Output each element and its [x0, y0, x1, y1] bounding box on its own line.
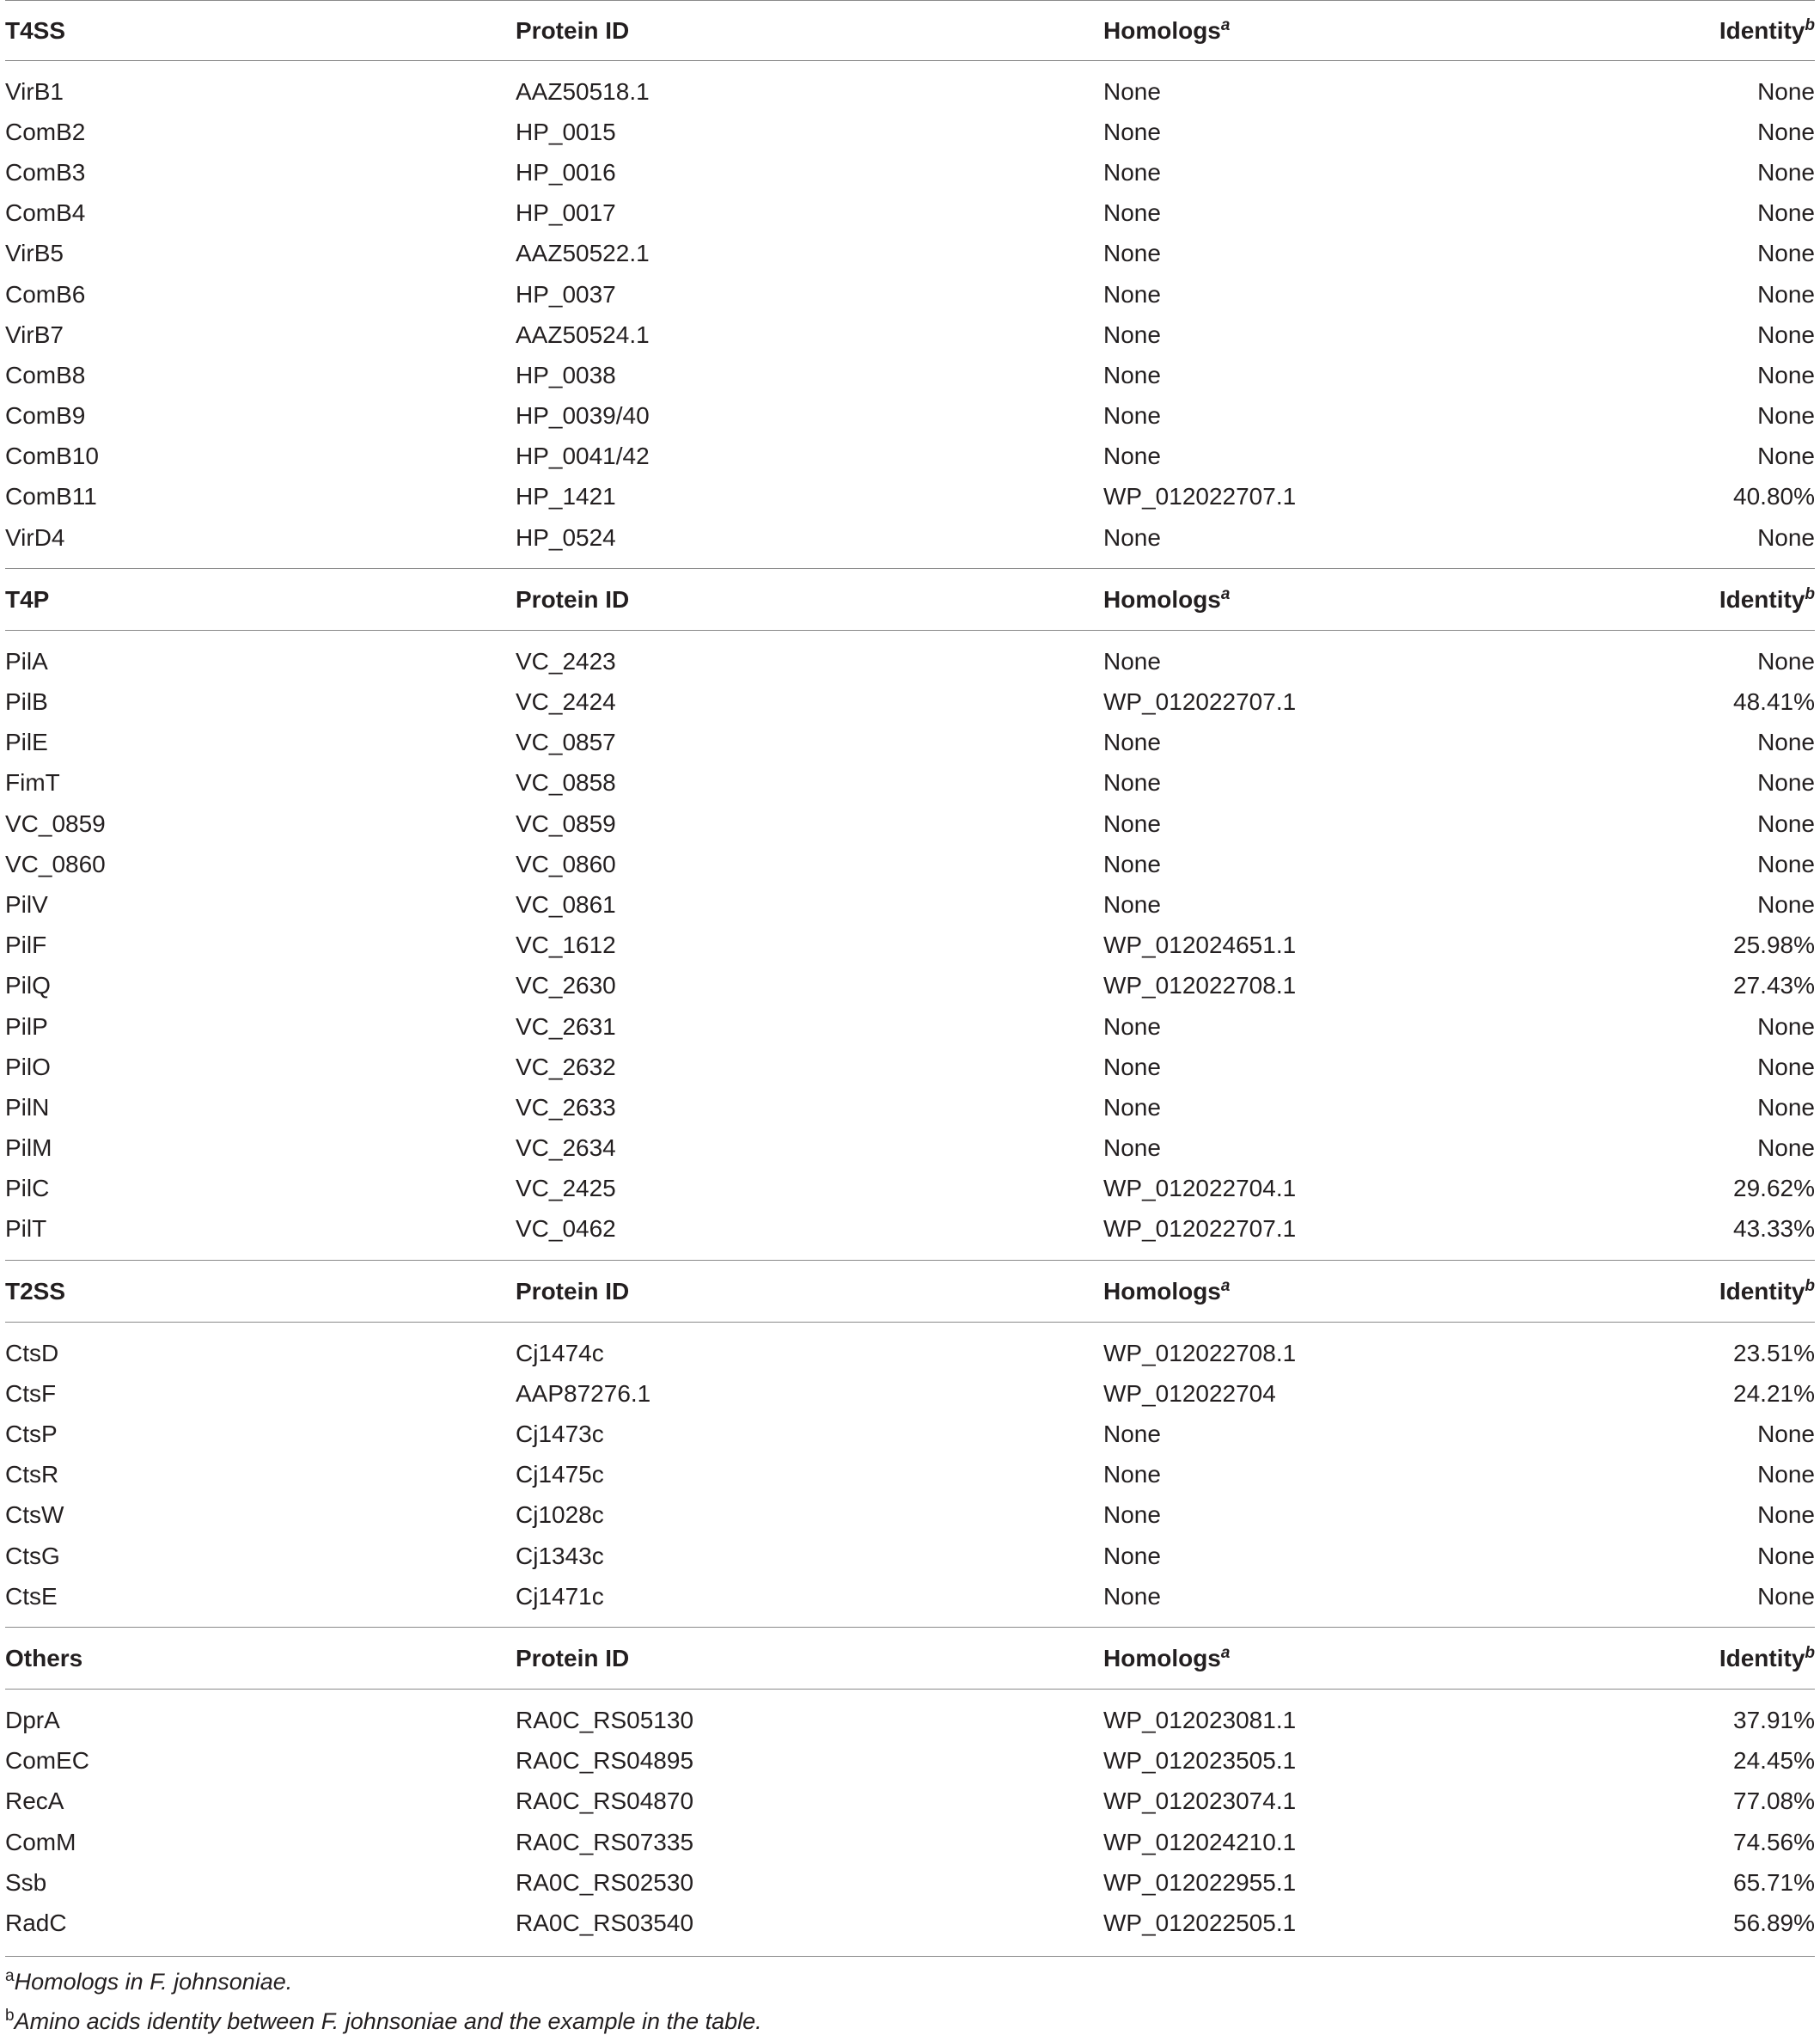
cell-protein: ComM	[5, 1828, 76, 1855]
cell-identity: 23.51%	[1733, 1339, 1815, 1366]
cell-homolog: None	[1103, 77, 1161, 105]
cell-identity: None	[1757, 1093, 1815, 1121]
header-protein-id	[516, 1261, 1103, 1323]
table-row	[5, 517, 1815, 558]
table-row	[5, 1576, 1815, 1616]
cell-protein-id: VC_2630	[516, 972, 616, 999]
cell-identity: None	[1757, 1421, 1815, 1448]
cell-homolog: None	[1103, 240, 1161, 267]
footnote-a	[5, 1962, 1815, 2001]
table-row	[5, 1047, 1815, 1087]
header-homologs	[1103, 1628, 1683, 1690]
header-group-label: T2SS	[5, 1277, 66, 1305]
spacer	[5, 558, 1815, 569]
footnote-ref: a	[1220, 15, 1231, 34]
cell-protein: ComB4	[5, 199, 86, 227]
cell-identity: None	[1757, 523, 1815, 551]
cell-homolog: None	[1103, 1093, 1161, 1121]
header-protein-id	[516, 1628, 1103, 1690]
cell-protein: PilC	[5, 1175, 50, 1202]
cell-protein: PilQ	[5, 972, 51, 999]
cell-identity: 24.45%	[1733, 1747, 1815, 1775]
cell-homolog: WP_012023074.1	[1103, 1787, 1297, 1815]
cell-protein-id: VC_2634	[516, 1134, 616, 1162]
cell-protein-id: Cj1473c	[516, 1421, 604, 1448]
header-identity	[1683, 1628, 1815, 1690]
table-row	[5, 844, 1815, 884]
cell-protein-id: VC_2425	[516, 1175, 616, 1202]
footnote-ref: b	[1805, 1643, 1815, 1662]
cell-identity: 40.80%	[1733, 483, 1815, 510]
cell-homolog: None	[1103, 850, 1161, 877]
spacer	[5, 61, 1815, 72]
cell-protein: PilN	[5, 1093, 50, 1121]
table-row	[5, 1455, 1815, 1495]
cell-protein: PilT	[5, 1215, 47, 1243]
table-row	[5, 1495, 1815, 1536]
cell-homolog: WP_012022708.1	[1103, 1339, 1297, 1366]
cell-homolog: None	[1103, 443, 1161, 470]
spacer	[5, 1616, 1815, 1628]
cell-homolog: None	[1103, 729, 1161, 756]
cell-protein: ComB9	[5, 402, 86, 430]
table-row	[5, 1414, 1815, 1454]
table-row	[5, 315, 1815, 355]
footnote-b	[5, 2001, 1815, 2041]
cell-protein: VC_0860	[5, 850, 106, 877]
cell-protein-id: HP_1421	[516, 483, 616, 510]
spacer	[5, 1250, 1815, 1261]
cell-identity: 43.33%	[1733, 1215, 1815, 1243]
cell-identity: None	[1757, 729, 1815, 756]
section-header-row	[5, 1, 1815, 61]
cell-protein-id: RA0C_RS05130	[516, 1706, 694, 1733]
header-identity	[1683, 569, 1815, 631]
spacer	[5, 1323, 1815, 1334]
cell-protein-id: VC_2631	[516, 1012, 616, 1040]
cell-protein-id: VC_2424	[516, 688, 616, 716]
cell-homolog: None	[1103, 1421, 1161, 1448]
cell-protein-id: RA0C_RS03540	[516, 1909, 694, 1936]
cell-identity: None	[1757, 158, 1815, 186]
cell-protein-id: VC_2633	[516, 1093, 616, 1121]
cell-homolog: None	[1103, 523, 1161, 551]
cell-protein-id: RA0C_RS04870	[516, 1787, 694, 1815]
header-group	[5, 1628, 516, 1690]
table-row	[5, 1128, 1815, 1169]
cell-protein: ComB6	[5, 280, 86, 308]
table-row	[5, 884, 1815, 925]
cell-protein: VirB7	[5, 321, 64, 348]
cell-identity: 65.71%	[1733, 1868, 1815, 1896]
cell-homolog: None	[1103, 1134, 1161, 1162]
cell-homolog: WP_012023505.1	[1103, 1747, 1297, 1775]
header-group-label: T4P	[5, 585, 50, 613]
cell-homolog: None	[1103, 1542, 1161, 1569]
cell-identity: None	[1757, 850, 1815, 877]
cell-protein: PilF	[5, 932, 47, 959]
cell-homolog: None	[1103, 1012, 1161, 1040]
table-row	[5, 477, 1815, 517]
header-homologs-label: Homologs	[1103, 16, 1221, 44]
cell-homolog: None	[1103, 402, 1161, 430]
table-row	[5, 1862, 1815, 1903]
header-homologs	[1103, 1261, 1683, 1323]
cell-protein-id: VC_2423	[516, 647, 616, 675]
cell-identity: None	[1757, 280, 1815, 308]
cell-protein: CtsW	[5, 1501, 64, 1529]
table-row	[5, 1373, 1815, 1414]
cell-protein-id: RA0C_RS02530	[516, 1868, 694, 1896]
cell-identity: None	[1757, 1501, 1815, 1529]
cell-homolog: WP_012024651.1	[1103, 932, 1297, 959]
cell-protein-id: VC_2632	[516, 1053, 616, 1080]
cell-protein: CtsG	[5, 1542, 60, 1569]
cell-identity: None	[1757, 1134, 1815, 1162]
cell-protein: Ssb	[5, 1868, 47, 1896]
table-row	[5, 763, 1815, 804]
header-identity	[1683, 1, 1815, 61]
table-row	[5, 1333, 1815, 1373]
cell-protein: PilV	[5, 890, 48, 918]
cell-protein: PilB	[5, 688, 48, 716]
footnotes	[5, 1956, 1815, 2041]
cell-identity: 56.89%	[1733, 1909, 1815, 1936]
cell-protein-id: VC_0857	[516, 729, 616, 756]
cell-protein: CtsE	[5, 1582, 58, 1610]
table-row	[5, 112, 1815, 152]
cell-identity: None	[1757, 1012, 1815, 1040]
header-homologs-label: Homologs	[1103, 585, 1221, 613]
cell-identity: 29.62%	[1733, 1175, 1815, 1202]
footnote-mark: a	[5, 1967, 15, 1985]
cell-protein: ComB11	[5, 483, 97, 510]
header-protein-id-label: Protein ID	[516, 1644, 630, 1671]
cell-identity: None	[1757, 810, 1815, 837]
footnote-ref: a	[1220, 1643, 1231, 1662]
table-row	[5, 641, 1815, 681]
header-protein-id	[516, 1, 1103, 61]
table-body	[5, 1, 1815, 1954]
header-group-label: Others	[5, 1644, 83, 1671]
cell-identity: 74.56%	[1733, 1828, 1815, 1855]
cell-protein-id: VC_0462	[516, 1215, 616, 1243]
cell-homolog: WP_012022704	[1103, 1379, 1276, 1407]
cell-protein: ComB2	[5, 118, 86, 145]
cell-homolog: WP_012022704.1	[1103, 1175, 1297, 1202]
cell-protein: ComEC	[5, 1747, 90, 1775]
cell-homolog: WP_012022955.1	[1103, 1868, 1297, 1896]
table-row	[5, 723, 1815, 763]
cell-protein: PilM	[5, 1134, 52, 1162]
header-group	[5, 1, 516, 61]
table-row	[5, 1006, 1815, 1047]
table-row	[5, 1781, 1815, 1822]
cell-protein-id: Cj1343c	[516, 1542, 604, 1569]
cell-identity: None	[1757, 240, 1815, 267]
footnote-mark: b	[5, 2007, 15, 2025]
table-row	[5, 1903, 1815, 1943]
table-row	[5, 234, 1815, 274]
footnote-ref: b	[1805, 15, 1815, 34]
cell-homolog: WP_012022708.1	[1103, 972, 1297, 999]
cell-protein: PilA	[5, 647, 48, 675]
cell-homolog: WP_012023081.1	[1103, 1706, 1297, 1733]
cell-homolog: None	[1103, 890, 1161, 918]
cell-protein: PilE	[5, 729, 48, 756]
table-row	[5, 1536, 1815, 1576]
table-row	[5, 1169, 1815, 1209]
cell-identity: None	[1757, 199, 1815, 227]
cell-identity: None	[1757, 361, 1815, 388]
table-row	[5, 1741, 1815, 1781]
header-homologs-label: Homologs	[1103, 1277, 1221, 1305]
cell-homolog: WP_012022505.1	[1103, 1909, 1297, 1936]
footnote-text: Amino acids identity between F. johnsoniae and the example in the table.	[14, 2008, 762, 2034]
cell-identity: 27.43%	[1733, 972, 1815, 999]
header-protein-id-label: Protein ID	[516, 585, 630, 613]
table-row	[5, 71, 1815, 112]
table-row	[5, 396, 1815, 437]
spacer	[5, 1690, 1815, 1701]
cell-homolog: None	[1103, 321, 1161, 348]
cell-protein: CtsD	[5, 1339, 59, 1366]
cell-protein-id: HP_0041/42	[516, 443, 650, 470]
cell-protein: DprA	[5, 1706, 60, 1733]
cell-homolog: WP_012022707.1	[1103, 1215, 1297, 1243]
cell-protein-id: VC_0859	[516, 810, 616, 837]
cell-homolog: None	[1103, 1582, 1161, 1610]
cell-protein-id: VC_0860	[516, 850, 616, 877]
footnote-ref: b	[1805, 584, 1815, 603]
cell-protein: PilO	[5, 1053, 51, 1080]
table-row	[5, 966, 1815, 1006]
table-row	[5, 355, 1815, 395]
cell-homolog: None	[1103, 280, 1161, 308]
cell-protein: ComB3	[5, 158, 86, 186]
cell-identity: None	[1757, 1582, 1815, 1610]
cell-homolog: WP_012022707.1	[1103, 483, 1297, 510]
cell-protein: ComB8	[5, 361, 86, 388]
cell-protein: PilP	[5, 1012, 48, 1040]
cell-homolog: None	[1103, 1501, 1161, 1529]
header-group-label: T4SS	[5, 16, 66, 44]
header-homologs-label: Homologs	[1103, 1644, 1221, 1671]
header-identity-label: Identity	[1719, 585, 1805, 613]
cell-homolog: None	[1103, 810, 1161, 837]
header-homologs	[1103, 569, 1683, 631]
table-row	[5, 804, 1815, 844]
cell-protein: RadC	[5, 1909, 67, 1936]
cell-protein: ComB10	[5, 443, 99, 470]
cell-protein-id: Cj1471c	[516, 1582, 604, 1610]
cell-protein-id: HP_0038	[516, 361, 616, 388]
cell-identity: None	[1757, 769, 1815, 797]
footnote-text: Homologs in F. johnsoniae.	[14, 1969, 293, 1995]
header-homologs	[1103, 1, 1683, 61]
cell-identity: 37.91%	[1733, 1706, 1815, 1733]
cell-protein-id: AAZ50518.1	[516, 77, 650, 105]
cell-identity: None	[1757, 118, 1815, 145]
cell-protein-id: HP_0016	[516, 158, 616, 186]
cell-identity: None	[1757, 1461, 1815, 1488]
cell-protein: VirD4	[5, 523, 65, 551]
cell-protein: CtsR	[5, 1461, 59, 1488]
cell-identity: None	[1757, 321, 1815, 348]
cell-homolog: None	[1103, 1461, 1161, 1488]
cell-protein: VirB1	[5, 77, 64, 105]
header-group	[5, 1261, 516, 1323]
cell-protein-id: AAZ50522.1	[516, 240, 650, 267]
cell-protein: CtsF	[5, 1379, 57, 1407]
cell-identity: None	[1757, 443, 1815, 470]
cell-protein: CtsP	[5, 1421, 58, 1448]
cell-protein: VirB5	[5, 240, 64, 267]
cell-identity: None	[1757, 647, 1815, 675]
cell-homolog: None	[1103, 199, 1161, 227]
cell-identity: 48.41%	[1733, 688, 1815, 716]
table-row	[5, 1087, 1815, 1127]
cell-protein-id: Cj1028c	[516, 1501, 604, 1529]
cell-identity: 24.21%	[1733, 1379, 1815, 1407]
cell-protein-id: HP_0524	[516, 523, 616, 551]
cell-homolog: None	[1103, 647, 1161, 675]
cell-identity: None	[1757, 1542, 1815, 1569]
cell-protein-id: VC_1612	[516, 932, 616, 959]
section-header-row	[5, 569, 1815, 631]
table-row	[5, 437, 1815, 477]
header-protein-id	[516, 569, 1103, 631]
cell-homolog: None	[1103, 158, 1161, 186]
cell-protein-id: HP_0039/40	[516, 402, 650, 430]
table-row	[5, 193, 1815, 234]
header-group	[5, 569, 516, 631]
footnote-ref: b	[1805, 1276, 1815, 1295]
cell-homolog: WP_012022707.1	[1103, 688, 1297, 716]
cell-protein-id: HP_0017	[516, 199, 616, 227]
cell-protein-id: HP_0037	[516, 280, 616, 308]
cell-protein: VC_0859	[5, 810, 106, 837]
cell-homolog: None	[1103, 361, 1161, 388]
table-row	[5, 926, 1815, 966]
cell-protein-id: RA0C_RS04895	[516, 1747, 694, 1775]
footnote-ref: a	[1220, 584, 1231, 603]
cell-identity: 25.98%	[1733, 932, 1815, 959]
cell-identity: None	[1757, 1053, 1815, 1080]
cell-protein: RecA	[5, 1787, 64, 1815]
cell-protein-id: AAZ50524.1	[516, 321, 650, 348]
cell-protein-id: RA0C_RS07335	[516, 1828, 694, 1855]
spacer	[5, 631, 1815, 642]
cell-homolog: WP_012024210.1	[1103, 1828, 1297, 1855]
cell-identity: None	[1757, 77, 1815, 105]
table-row	[5, 1822, 1815, 1862]
spacer	[5, 1944, 1815, 1954]
table-row	[5, 274, 1815, 315]
table-row	[5, 1700, 1815, 1740]
cell-identity: None	[1757, 890, 1815, 918]
table-row	[5, 1209, 1815, 1250]
header-identity-label: Identity	[1719, 1277, 1805, 1305]
header-protein-id-label: Protein ID	[516, 1277, 630, 1305]
cell-homolog: None	[1103, 1053, 1161, 1080]
header-identity-label: Identity	[1719, 1644, 1805, 1671]
cell-identity: 77.08%	[1733, 1787, 1815, 1815]
header-protein-id-label: Protein ID	[516, 16, 630, 44]
section-header-row	[5, 1628, 1815, 1690]
table-row	[5, 681, 1815, 722]
cell-protein-id: Cj1475c	[516, 1461, 604, 1488]
cell-protein-id: Cj1474c	[516, 1339, 604, 1366]
cell-homolog: None	[1103, 769, 1161, 797]
cell-identity: None	[1757, 402, 1815, 430]
table-row	[5, 152, 1815, 192]
homolog-table	[5, 0, 1815, 1954]
cell-protein-id: VC_0861	[516, 890, 616, 918]
cell-protein-id: AAP87276.1	[516, 1379, 651, 1407]
cell-protein-id: VC_0858	[516, 769, 616, 797]
cell-protein-id: HP_0015	[516, 118, 616, 145]
header-identity	[1683, 1261, 1815, 1323]
footnote-ref: a	[1220, 1276, 1231, 1295]
section-header-row	[5, 1261, 1815, 1323]
cell-protein: FimT	[5, 769, 60, 797]
cell-homolog: None	[1103, 118, 1161, 145]
header-identity-label: Identity	[1719, 16, 1805, 44]
